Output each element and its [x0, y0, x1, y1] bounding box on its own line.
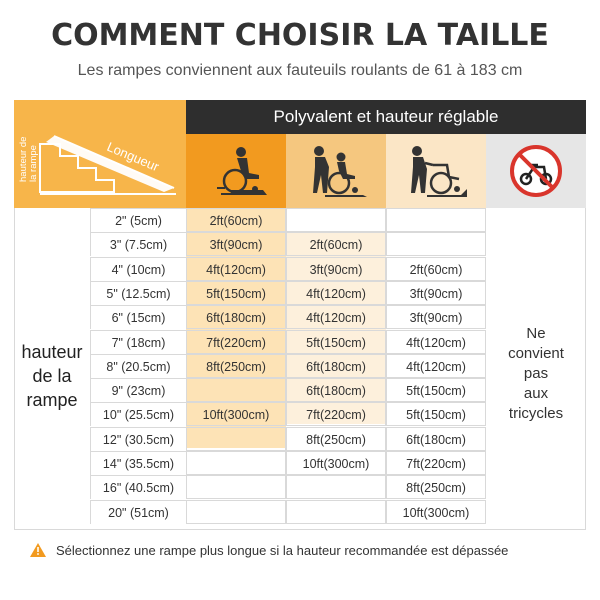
table-cell-col1	[186, 475, 286, 499]
header-bar: Polyvalent et hauteur réglable	[186, 100, 586, 134]
table-cell-col3: 4ft(120cm)	[386, 330, 486, 354]
assisted-wheelchair-icon	[301, 143, 371, 199]
table-cell-col1	[186, 427, 286, 451]
row-height-label: 2" (5cm)	[90, 208, 186, 232]
page-title: COMMENT CHOISIR LA TAILLE	[51, 18, 549, 53]
footer-note	[30, 540, 590, 560]
row-height-label: 3" (7.5cm)	[90, 232, 186, 256]
table-cell-col2	[286, 208, 386, 232]
not-suitable-note	[486, 324, 586, 424]
ramp-illustration-icon	[14, 100, 186, 208]
row-height-label: 6" (15cm)	[90, 305, 186, 329]
table-cell-col1	[186, 451, 286, 475]
table-cell-col1: 10ft(300cm)	[186, 402, 286, 426]
table-cell-col3: 4ft(120cm)	[386, 354, 486, 378]
table-cell-col2: 5ft(150cm)	[286, 330, 386, 354]
table-cell-col3: 7ft(220cm)	[386, 451, 486, 475]
table-cell-col2: 4ft(120cm)	[286, 305, 386, 329]
row-height-label: 16" (40.5cm)	[90, 475, 186, 499]
pushed-wheelchair-icon	[401, 143, 471, 199]
not-suitable-line4: aux	[523, 385, 549, 402]
column-header-tricycle	[486, 134, 586, 208]
row-height-label: 9" (23cm)	[90, 378, 186, 402]
corner-height-label-2: la rampe	[28, 145, 39, 182]
page-subtitle: Les rampes conviennent aux fauteuils roulants de 61 à 183 cm	[77, 62, 523, 79]
table-cell-col2: 3ft(90cm)	[286, 257, 386, 281]
table-cell-col2	[286, 500, 386, 524]
table-cell-col1: 5ft(150cm)	[186, 281, 286, 305]
side-label-line2: de la	[32, 366, 72, 386]
corner-length-label: Longueur	[104, 138, 162, 175]
table-cell-col1	[186, 378, 286, 402]
self-propelled-wheelchair-icon	[201, 143, 271, 199]
table-cell-col3: 3ft(90cm)	[386, 305, 486, 329]
row-height-label: 20" (51cm)	[90, 500, 186, 524]
table-cell-col2: 6ft(180cm)	[286, 378, 386, 402]
table-cell-col1	[186, 500, 286, 524]
table-cell-col2: 7ft(220cm)	[286, 402, 386, 426]
ramp-diagram	[14, 100, 186, 208]
warning-icon	[30, 543, 46, 557]
row-group-label	[14, 340, 90, 412]
column-header-self-propelled	[186, 134, 286, 208]
table-cell-col3: 5ft(150cm)	[386, 402, 486, 426]
table-cell-col3	[386, 208, 486, 232]
corner-height-label-1: hauteur de	[18, 136, 29, 182]
row-height-label: 4" (10cm)	[90, 257, 186, 281]
table-cell-col2: 4ft(120cm)	[286, 281, 386, 305]
table-cell-col3	[386, 232, 486, 256]
table-cell-col3: 10ft(300cm)	[386, 500, 486, 524]
table-cell-col1: 2ft(60cm)	[186, 208, 286, 232]
table-cell-col1: 3ft(90cm)	[186, 232, 286, 256]
table-cell-col3: 5ft(150cm)	[386, 378, 486, 402]
table-cell-col3: 3ft(90cm)	[386, 281, 486, 305]
not-suitable-line1: Ne	[526, 325, 546, 342]
table-cell-col2: 10ft(300cm)	[286, 451, 386, 475]
row-height-label: 7" (18cm)	[90, 330, 186, 354]
table-cell-col1: 7ft(220cm)	[186, 330, 286, 354]
not-suitable-line3: pas	[523, 365, 549, 382]
row-height-label: 10" (25.5cm)	[90, 402, 186, 426]
row-height-label: 14" (35.5cm)	[90, 451, 186, 475]
footer-text: Sélectionnez une rampe plus longue si la hauteur recommandée est dépassée	[56, 542, 509, 558]
not-suitable-line2: convient	[508, 345, 564, 362]
table-cell-col3: 8ft(250cm)	[386, 475, 486, 499]
row-height-label: 8" (20.5cm)	[90, 354, 186, 378]
row-height-label: 12" (30.5cm)	[90, 427, 186, 451]
row-height-label: 5" (12.5cm)	[90, 281, 186, 305]
not-suitable-line5: tricycles	[508, 405, 564, 422]
side-label-line1: hauteur	[21, 342, 83, 362]
no-tricycle-icon	[508, 143, 564, 199]
side-label-line3: rampe	[26, 390, 78, 410]
table-cell-col3: 6ft(180cm)	[386, 427, 486, 451]
table-cell-col1: 8ft(250cm)	[186, 354, 286, 378]
table-cell-col3: 2ft(60cm)	[386, 257, 486, 281]
table-cell-col2: 8ft(250cm)	[286, 427, 386, 451]
table-cell-col2: 2ft(60cm)	[286, 232, 386, 256]
column-header-assisted	[286, 134, 386, 208]
table-cell-col2: 6ft(180cm)	[286, 354, 386, 378]
table-cell-col2	[286, 475, 386, 499]
table-cell-col1: 4ft(120cm)	[186, 257, 286, 281]
table-cell-col1: 6ft(180cm)	[186, 305, 286, 329]
column-header-pushed	[386, 134, 486, 208]
